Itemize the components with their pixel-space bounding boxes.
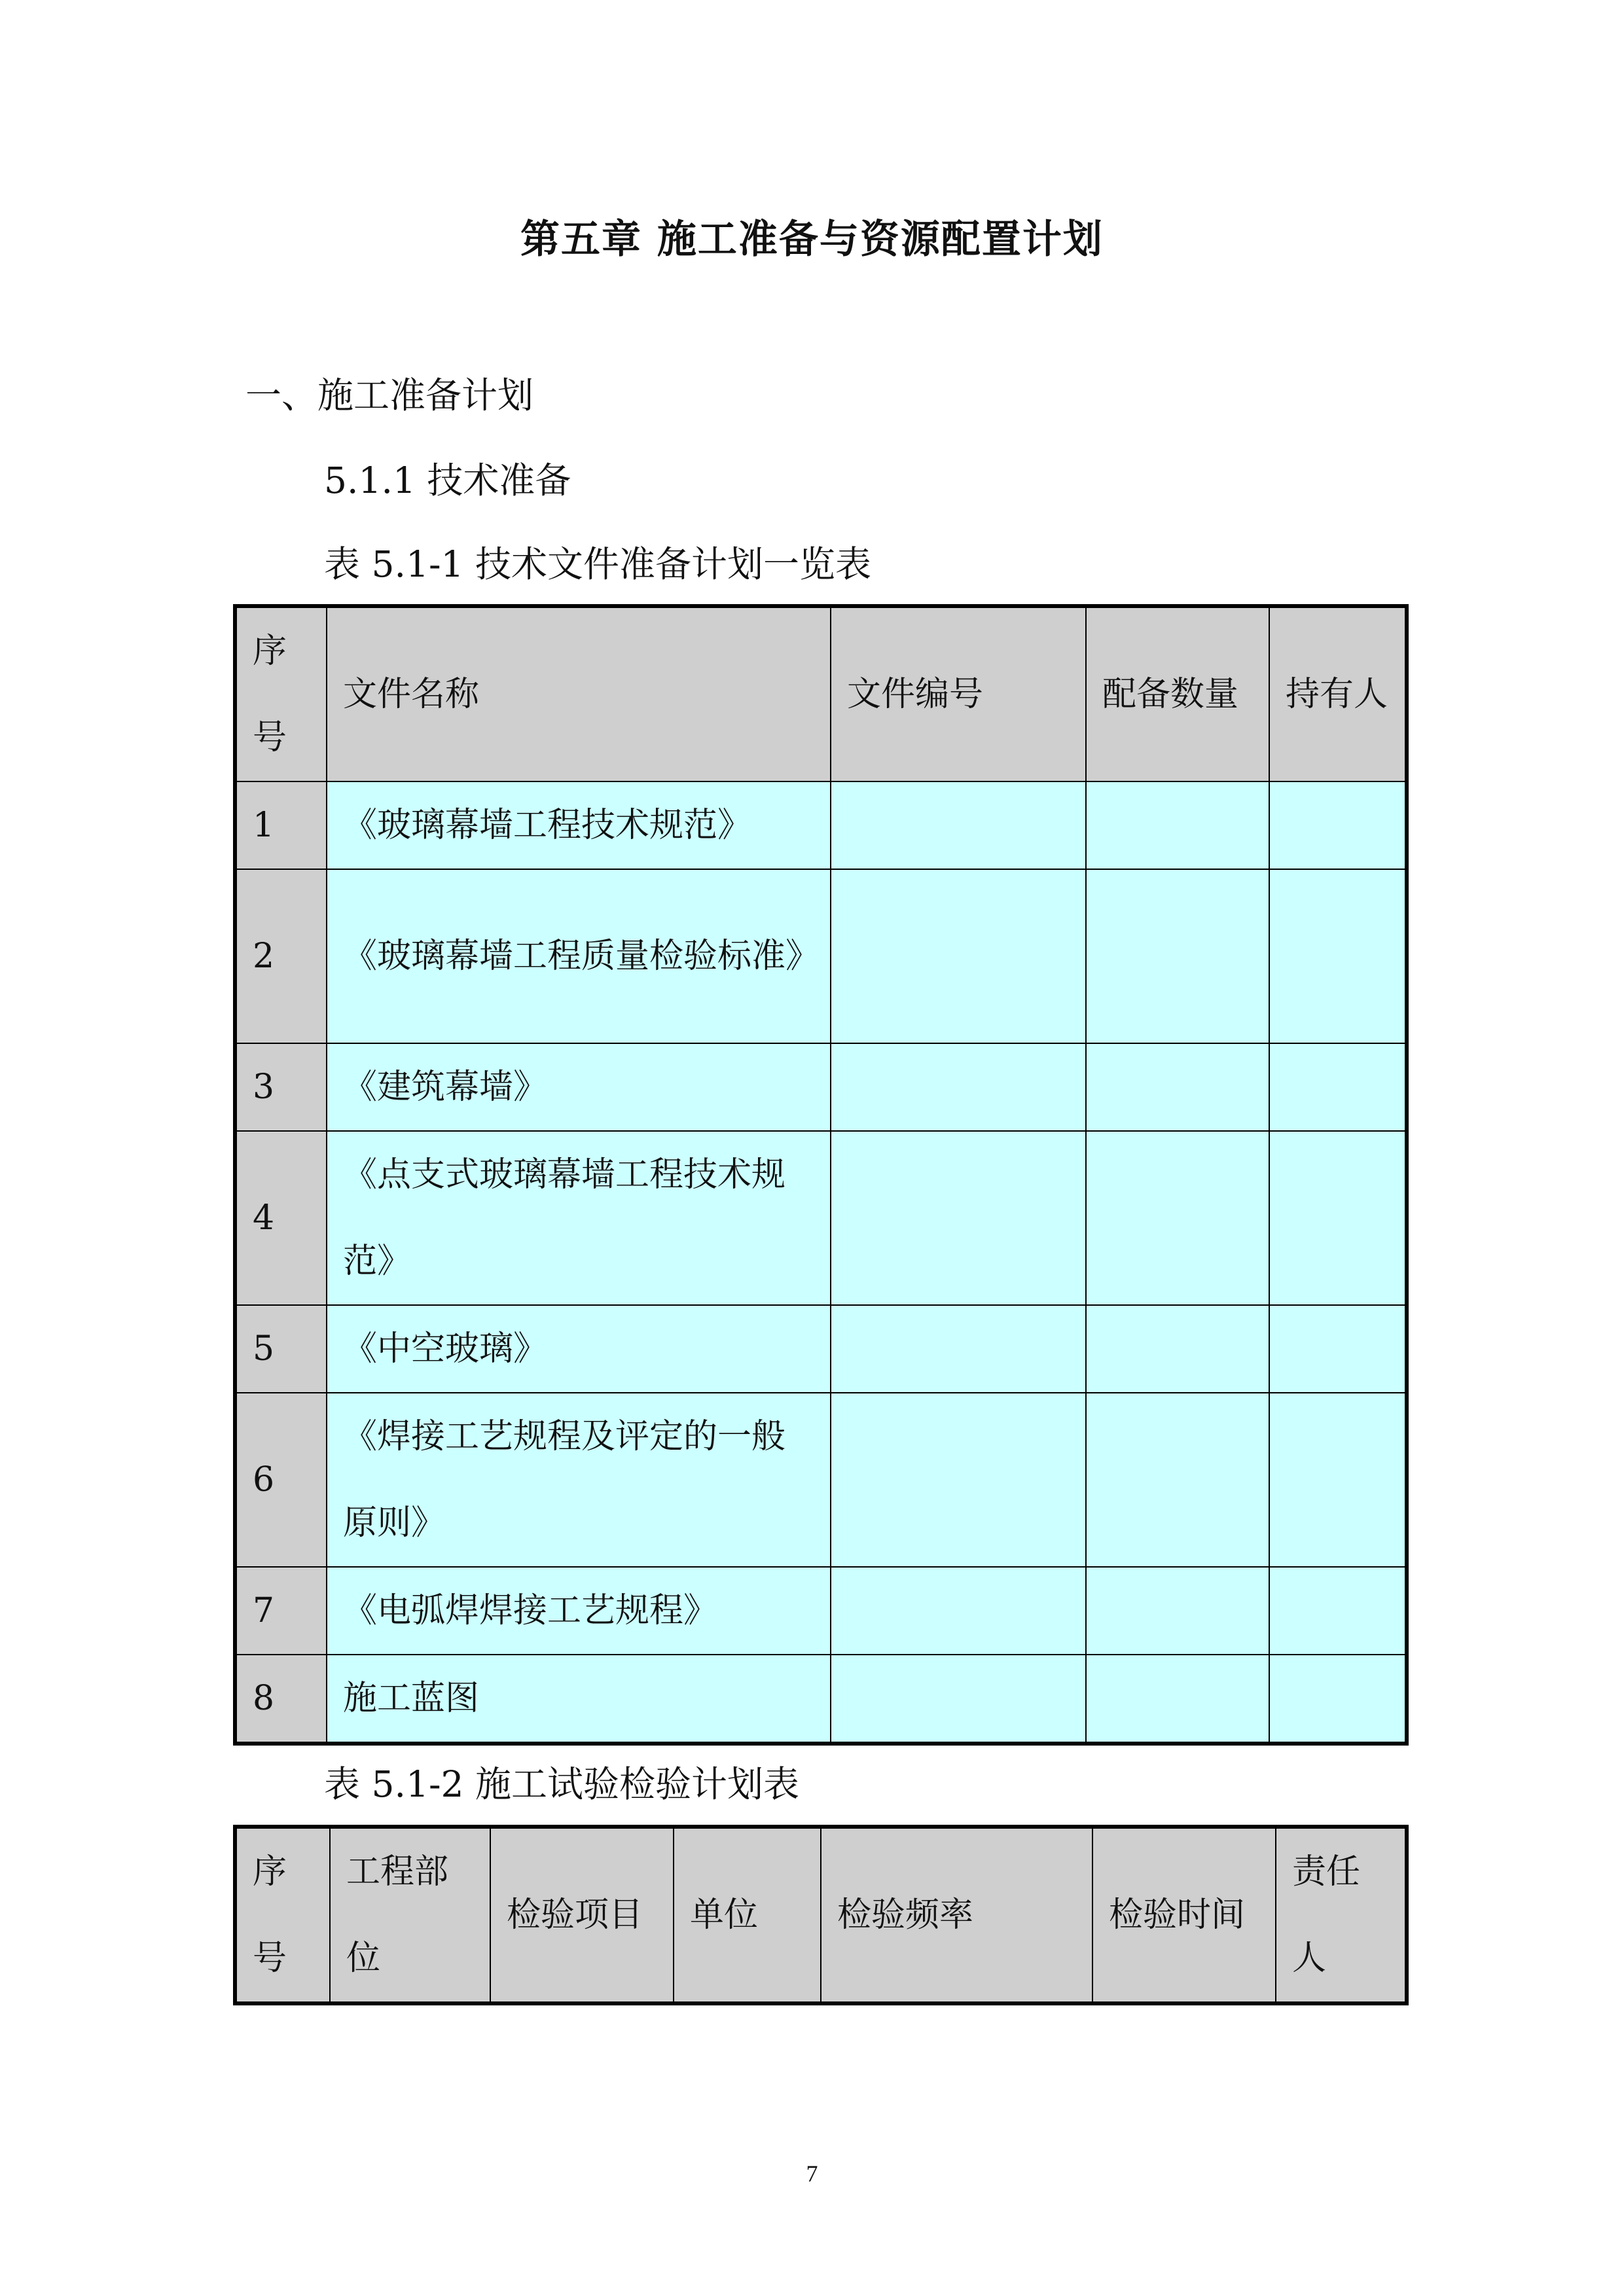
holder-cell xyxy=(1269,1305,1407,1393)
table-row xyxy=(235,1043,1407,1131)
document-name-cell: 《电弧焊焊接工艺规程》 xyxy=(327,1567,831,1655)
holder-cell xyxy=(1269,1567,1407,1655)
header-cell: 文件名称 xyxy=(327,606,831,781)
row-number: 6 xyxy=(235,1393,327,1567)
header-cell: 工程部位 xyxy=(330,1827,490,2003)
row-number: 1 xyxy=(235,781,327,869)
header-cell: 序号 xyxy=(235,1827,330,2003)
quantity-cell xyxy=(1086,869,1269,1043)
table-row xyxy=(235,1655,1407,1744)
row-number: 5 xyxy=(235,1305,327,1393)
header-cell: 检验项目 xyxy=(490,1827,674,2003)
quantity-cell xyxy=(1086,1655,1269,1744)
table-header-row xyxy=(235,606,1407,781)
row-number: 3 xyxy=(235,1043,327,1131)
chapter-title: 第五章 施工准备与资源配置计划 xyxy=(520,217,1104,262)
table-row xyxy=(235,1131,1407,1305)
document-code-cell xyxy=(831,1567,1086,1655)
document-name-cell: 《玻璃幕墙工程技术规范》 xyxy=(327,781,831,869)
header-cell: 文件编号 xyxy=(831,606,1086,781)
table1-caption: 表 5.1-1 技术文件准备计划一览表 xyxy=(324,543,872,585)
document-code-cell xyxy=(831,781,1086,869)
inspection-plan-table xyxy=(233,1825,1409,2005)
document-name-cell: 《建筑幕墙》 xyxy=(327,1043,831,1131)
holder-cell xyxy=(1269,1131,1407,1305)
header-cell: 持有人 xyxy=(1269,606,1407,781)
document-code-cell xyxy=(831,1043,1086,1131)
holder-cell xyxy=(1269,1043,1407,1131)
quantity-cell xyxy=(1086,1567,1269,1655)
table-row xyxy=(235,869,1407,1043)
table-row xyxy=(235,781,1407,869)
document-name-cell: 《焊接工艺规程及评定的一般原则》 xyxy=(327,1393,831,1567)
quantity-cell xyxy=(1086,1043,1269,1131)
quantity-cell xyxy=(1086,1131,1269,1305)
header-cell: 检验频率 xyxy=(821,1827,1092,2003)
page-number: 7 xyxy=(806,2161,818,2187)
table-row xyxy=(235,1393,1407,1567)
document-name-cell: 《中空玻璃》 xyxy=(327,1305,831,1393)
document-name-cell: 施工蓝图 xyxy=(327,1655,831,1744)
section-heading: 一、施工准备计划 xyxy=(245,374,534,416)
document-code-cell xyxy=(831,1393,1086,1567)
document-code-cell xyxy=(831,1305,1086,1393)
holder-cell xyxy=(1269,1655,1407,1744)
table2-caption: 表 5.1-2 施工试验检验计划表 xyxy=(324,1763,800,1805)
table-header-row xyxy=(235,1827,1407,2003)
header-cell: 序号 xyxy=(235,606,327,781)
document-name-cell: 《点支式玻璃幕墙工程技术规范》 xyxy=(327,1131,831,1305)
document-name-cell: 《玻璃幕墙工程质量检验标准》 xyxy=(327,869,831,1043)
quantity-cell xyxy=(1086,1393,1269,1567)
row-number: 4 xyxy=(235,1131,327,1305)
row-number: 8 xyxy=(235,1655,327,1744)
quantity-cell xyxy=(1086,781,1269,869)
quantity-cell xyxy=(1086,1305,1269,1393)
table-row xyxy=(235,1305,1407,1393)
holder-cell xyxy=(1269,1393,1407,1567)
document-code-cell xyxy=(831,869,1086,1043)
header-cell: 责任人 xyxy=(1276,1827,1407,2003)
document-code-cell xyxy=(831,1655,1086,1744)
subsection-heading: 5.1.1 技术准备 xyxy=(324,459,571,501)
header-cell: 检验时间 xyxy=(1092,1827,1276,2003)
table-row xyxy=(235,1567,1407,1655)
holder-cell xyxy=(1269,869,1407,1043)
row-number: 7 xyxy=(235,1567,327,1655)
row-number: 2 xyxy=(235,869,327,1043)
document-code-cell xyxy=(831,1131,1086,1305)
technical-documents-table xyxy=(233,604,1409,1746)
header-cell: 单位 xyxy=(674,1827,821,2003)
holder-cell xyxy=(1269,781,1407,869)
header-cell: 配备数量 xyxy=(1086,606,1269,781)
